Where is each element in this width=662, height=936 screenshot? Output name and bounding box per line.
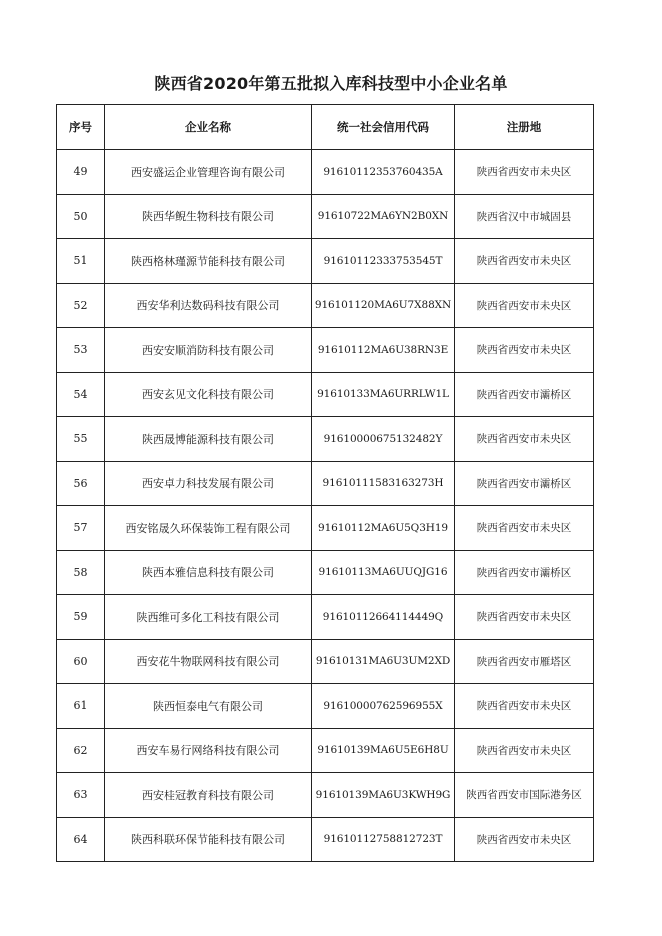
table-row <box>57 372 594 417</box>
cell-serial-number: 57 <box>57 506 105 551</box>
cell-credit-code: 91610133MA6URRLW1L <box>312 372 455 417</box>
cell-company-name: 西安花牛物联网科技有限公司 <box>105 639 312 684</box>
cell-company-name: 陕西本雅信息科技有限公司 <box>105 550 312 595</box>
header-company-name: 企业名称 <box>105 105 312 150</box>
cell-company-name: 西安盛运企业管理咨询有限公司 <box>105 150 312 195</box>
cell-serial-number: 54 <box>57 372 105 417</box>
cell-credit-code: 91610112333753545T <box>312 239 455 284</box>
header-credit-code: 统一社会信用代码 <box>312 105 455 150</box>
table-row <box>57 239 594 284</box>
table-row <box>57 150 594 195</box>
cell-serial-number: 56 <box>57 461 105 506</box>
cell-company-name: 陕西晟博能源科技有限公司 <box>105 417 312 462</box>
table-row <box>57 684 594 729</box>
table-row <box>57 194 594 239</box>
table-row <box>57 461 594 506</box>
table-row <box>57 639 594 684</box>
page-title: 陕西省2020年第五批拟入库科技型中小企业名单 <box>154 74 508 93</box>
table-body <box>57 150 594 862</box>
cell-company-name: 西安华利达数码科技有限公司 <box>105 283 312 328</box>
header-registered-location: 注册地 <box>455 105 594 150</box>
cell-company-name: 西安安顺消防科技有限公司 <box>105 328 312 373</box>
cell-registered-location: 陕西省西安市未央区 <box>455 684 594 729</box>
cell-registered-location: 陕西省西安市未央区 <box>455 328 594 373</box>
cell-credit-code: 91610139MA6U3KWH9G <box>312 773 455 818</box>
cell-registered-location: 陕西省汉中市城固县 <box>455 194 594 239</box>
cell-company-name: 西安桂冠教育科技有限公司 <box>105 773 312 818</box>
cell-serial-number: 63 <box>57 773 105 818</box>
cell-registered-location: 陕西省西安市未央区 <box>455 239 594 284</box>
cell-credit-code: 91610112664114449Q <box>312 595 455 640</box>
cell-company-name: 陕西科联环保节能科技有限公司 <box>105 817 312 862</box>
table-row <box>57 817 594 862</box>
enterprise-table <box>56 104 594 862</box>
cell-credit-code: 91610722MA6YN2B0XN <box>312 194 455 239</box>
cell-credit-code: 91610139MA6U5E6H8U <box>312 728 455 773</box>
cell-company-name: 西安车易行网络科技有限公司 <box>105 728 312 773</box>
cell-credit-code: 91610112MA6U38RN3E <box>312 328 455 373</box>
cell-company-name: 陕西恒泰电气有限公司 <box>105 684 312 729</box>
cell-serial-number: 52 <box>57 283 105 328</box>
table-row <box>57 328 594 373</box>
table-row <box>57 550 594 595</box>
cell-registered-location: 陕西省西安市灞桥区 <box>455 550 594 595</box>
cell-registered-location: 陕西省西安市国际港务区 <box>455 773 594 818</box>
cell-serial-number: 49 <box>57 150 105 195</box>
cell-company-name: 西安卓力科技发展有限公司 <box>105 461 312 506</box>
cell-company-name: 陕西维可多化工科技有限公司 <box>105 595 312 640</box>
table-row <box>57 728 594 773</box>
table-row <box>57 595 594 640</box>
cell-registered-location: 陕西省西安市雁塔区 <box>455 639 594 684</box>
cell-serial-number: 60 <box>57 639 105 684</box>
cell-serial-number: 50 <box>57 194 105 239</box>
cell-registered-location: 陕西省西安市未央区 <box>455 595 594 640</box>
cell-credit-code: 91610113MA6UUQJG16 <box>312 550 455 595</box>
cell-credit-code: 91610112MA6U5Q3H19 <box>312 506 455 551</box>
cell-company-name: 西安玄见文化科技有限公司 <box>105 372 312 417</box>
cell-registered-location: 陕西省西安市未央区 <box>455 283 594 328</box>
cell-serial-number: 64 <box>57 817 105 862</box>
cell-registered-location: 陕西省西安市未央区 <box>455 417 594 462</box>
cell-registered-location: 陕西省西安市灞桥区 <box>455 461 594 506</box>
cell-serial-number: 58 <box>57 550 105 595</box>
cell-credit-code: 916101120MA6U7X88XN <box>312 283 455 328</box>
cell-company-name: 陕西格林瑾源节能科技有限公司 <box>105 239 312 284</box>
table-row <box>57 417 594 462</box>
cell-serial-number: 55 <box>57 417 105 462</box>
cell-credit-code: 91610111583163273H <box>312 461 455 506</box>
cell-registered-location: 陕西省西安市未央区 <box>455 506 594 551</box>
cell-serial-number: 59 <box>57 595 105 640</box>
cell-credit-code: 91610112353760435A <box>312 150 455 195</box>
cell-registered-location: 陕西省西安市未央区 <box>455 150 594 195</box>
cell-serial-number: 53 <box>57 328 105 373</box>
table-row <box>57 773 594 818</box>
cell-credit-code: 91610112758812723T <box>312 817 455 862</box>
cell-registered-location: 陕西省西安市灞桥区 <box>455 372 594 417</box>
cell-serial-number: 51 <box>57 239 105 284</box>
header-row <box>57 105 594 150</box>
table-row <box>57 283 594 328</box>
cell-serial-number: 61 <box>57 684 105 729</box>
cell-credit-code: 91610000762596955X <box>312 684 455 729</box>
header-serial-number: 序号 <box>57 105 105 150</box>
cell-serial-number: 62 <box>57 728 105 773</box>
cell-company-name: 陕西华鲵生物科技有限公司 <box>105 194 312 239</box>
cell-registered-location: 陕西省西安市未央区 <box>455 817 594 862</box>
cell-credit-code: 91610000675132482Y <box>312 417 455 462</box>
table-row <box>57 506 594 551</box>
cell-registered-location: 陕西省西安市未央区 <box>455 728 594 773</box>
cell-company-name: 西安铭晟久环保装饰工程有限公司 <box>105 506 312 551</box>
table-header <box>57 105 594 150</box>
cell-credit-code: 91610131MA6U3UM2XD <box>312 639 455 684</box>
